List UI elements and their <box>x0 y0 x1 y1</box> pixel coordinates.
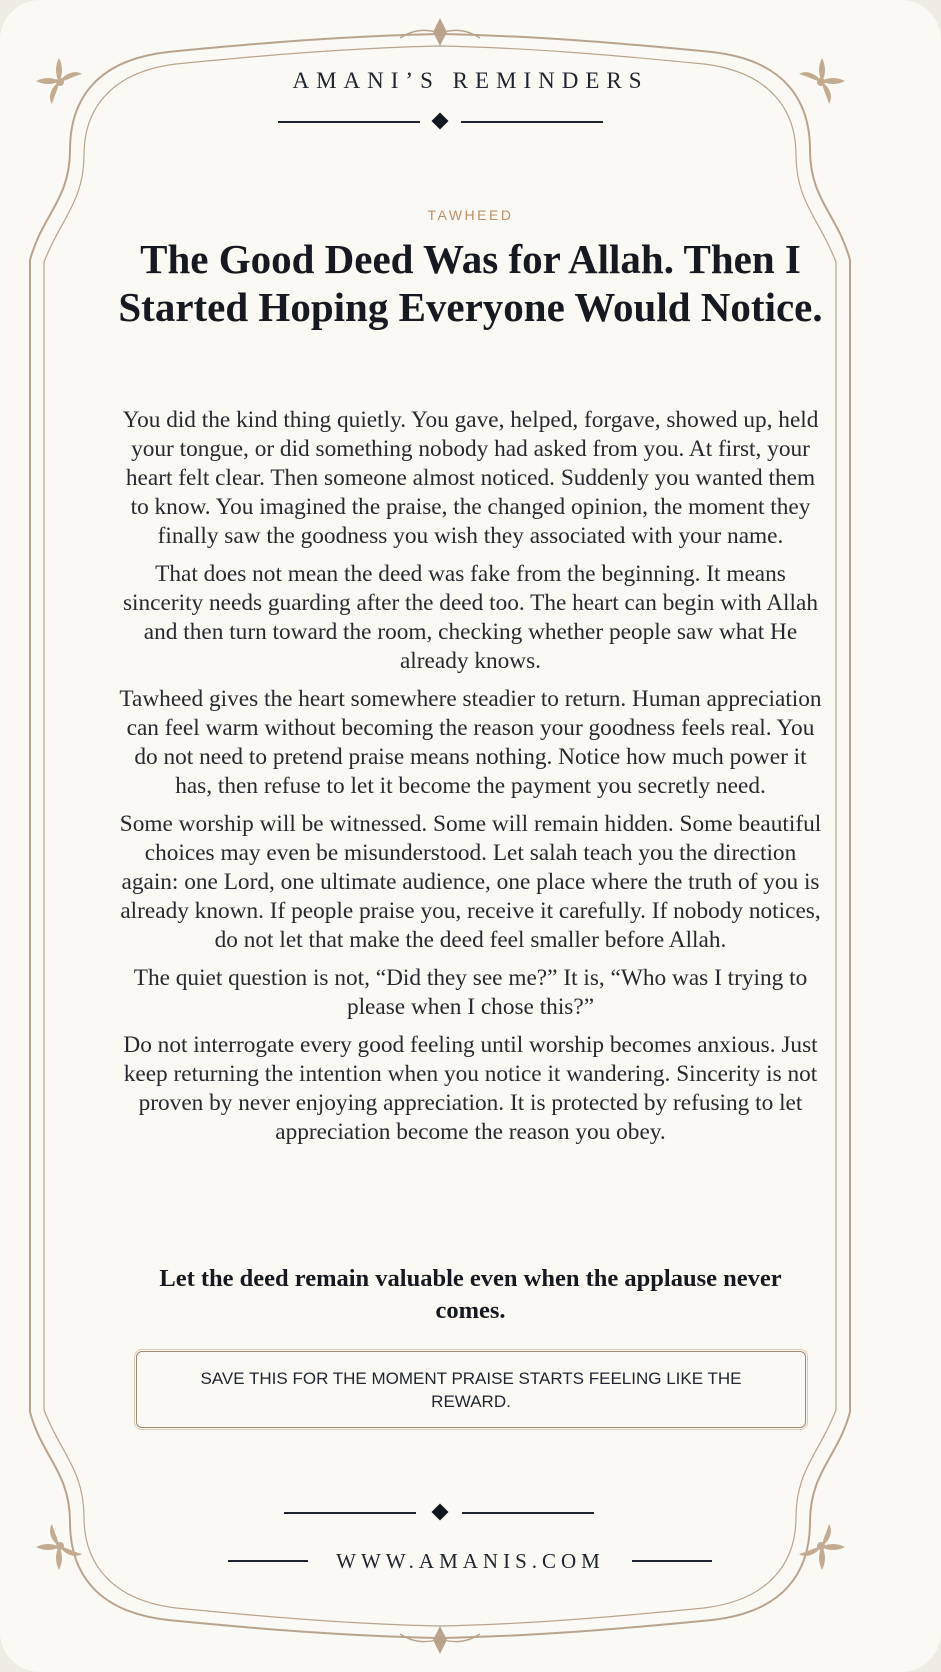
body-paragraph: The quiet question is not, “Did they see me?” It is, “Who was I trying to please when I chose this?” <box>133 965 808 1020</box>
body-paragraph: You did the kind thing quietly. You gave, helped, forgave, showed up, held your tongue, or did something nobody had asked from you. At first, your heart felt clear. Then someone almost noticed. Suddenly you wanted them to know. You imagined the praise, the changed opinion, the moment they finally saw the goodness you wish they associated with your name. <box>122 407 819 549</box>
footer-line-right <box>632 1560 712 1562</box>
body-paragraph: Some worship will be witnessed. Some will remain hidden. Some beautiful choices may even be misunderstood. Let salah teach you the direction again: one Lord, one ultimate audience, one place where the truth of you is already known. If people praise you, receive it carefully. If nobody notices, do not let that make the deed feel smaller before Allah. <box>119 811 822 953</box>
footer-divider-right <box>462 1512 594 1514</box>
article-body <box>118 406 823 1156</box>
body-paragraph: That does not mean the deed was fake from the beginning. It means sincerity needs guarding after the deed too. The heart can begin with Allah and then turn toward the room, checking whether people saw what He already knows. <box>122 561 818 674</box>
category-label: TAWHEED <box>427 207 514 223</box>
save-note-text: SAVE THIS FOR THE MOMENT PRAISE STARTS FEELING LIKE THE REWARD. <box>200 1368 742 1411</box>
save-note-box <box>136 1351 806 1428</box>
header-divider-right <box>461 121 603 123</box>
website-url[interactable]: WWW.AMANIS.COM <box>336 1549 605 1573</box>
header-divider-left <box>278 121 420 123</box>
brand-header: AMANI’S REMINDERS <box>292 68 649 93</box>
article-title: The Good Deed Was for Allah. Then I Started Hoping Everyone Would Notice. <box>118 236 823 330</box>
body-paragraph: Tawheed gives the heart somewhere steadier to return. Human appreciation can feel warm without becoming the reason your goodness feels real. You do not need to pretend praise means nothing. Notice how much power it has, then refuse to let it become the payment you secretly need. <box>119 686 822 799</box>
body-paragraph: Do not interrogate every good feeling until worship becomes anxious. Just keep returning the intention when you notice it wandering. Sincerity is not proven by never enjoying appreciation. It is protected by refusing to let appreciation become the reason you obey. <box>123 1032 818 1145</box>
closing-statement: Let the deed remain valuable even when the applause never comes. <box>159 1265 782 1324</box>
footer-divider-left <box>284 1512 416 1514</box>
